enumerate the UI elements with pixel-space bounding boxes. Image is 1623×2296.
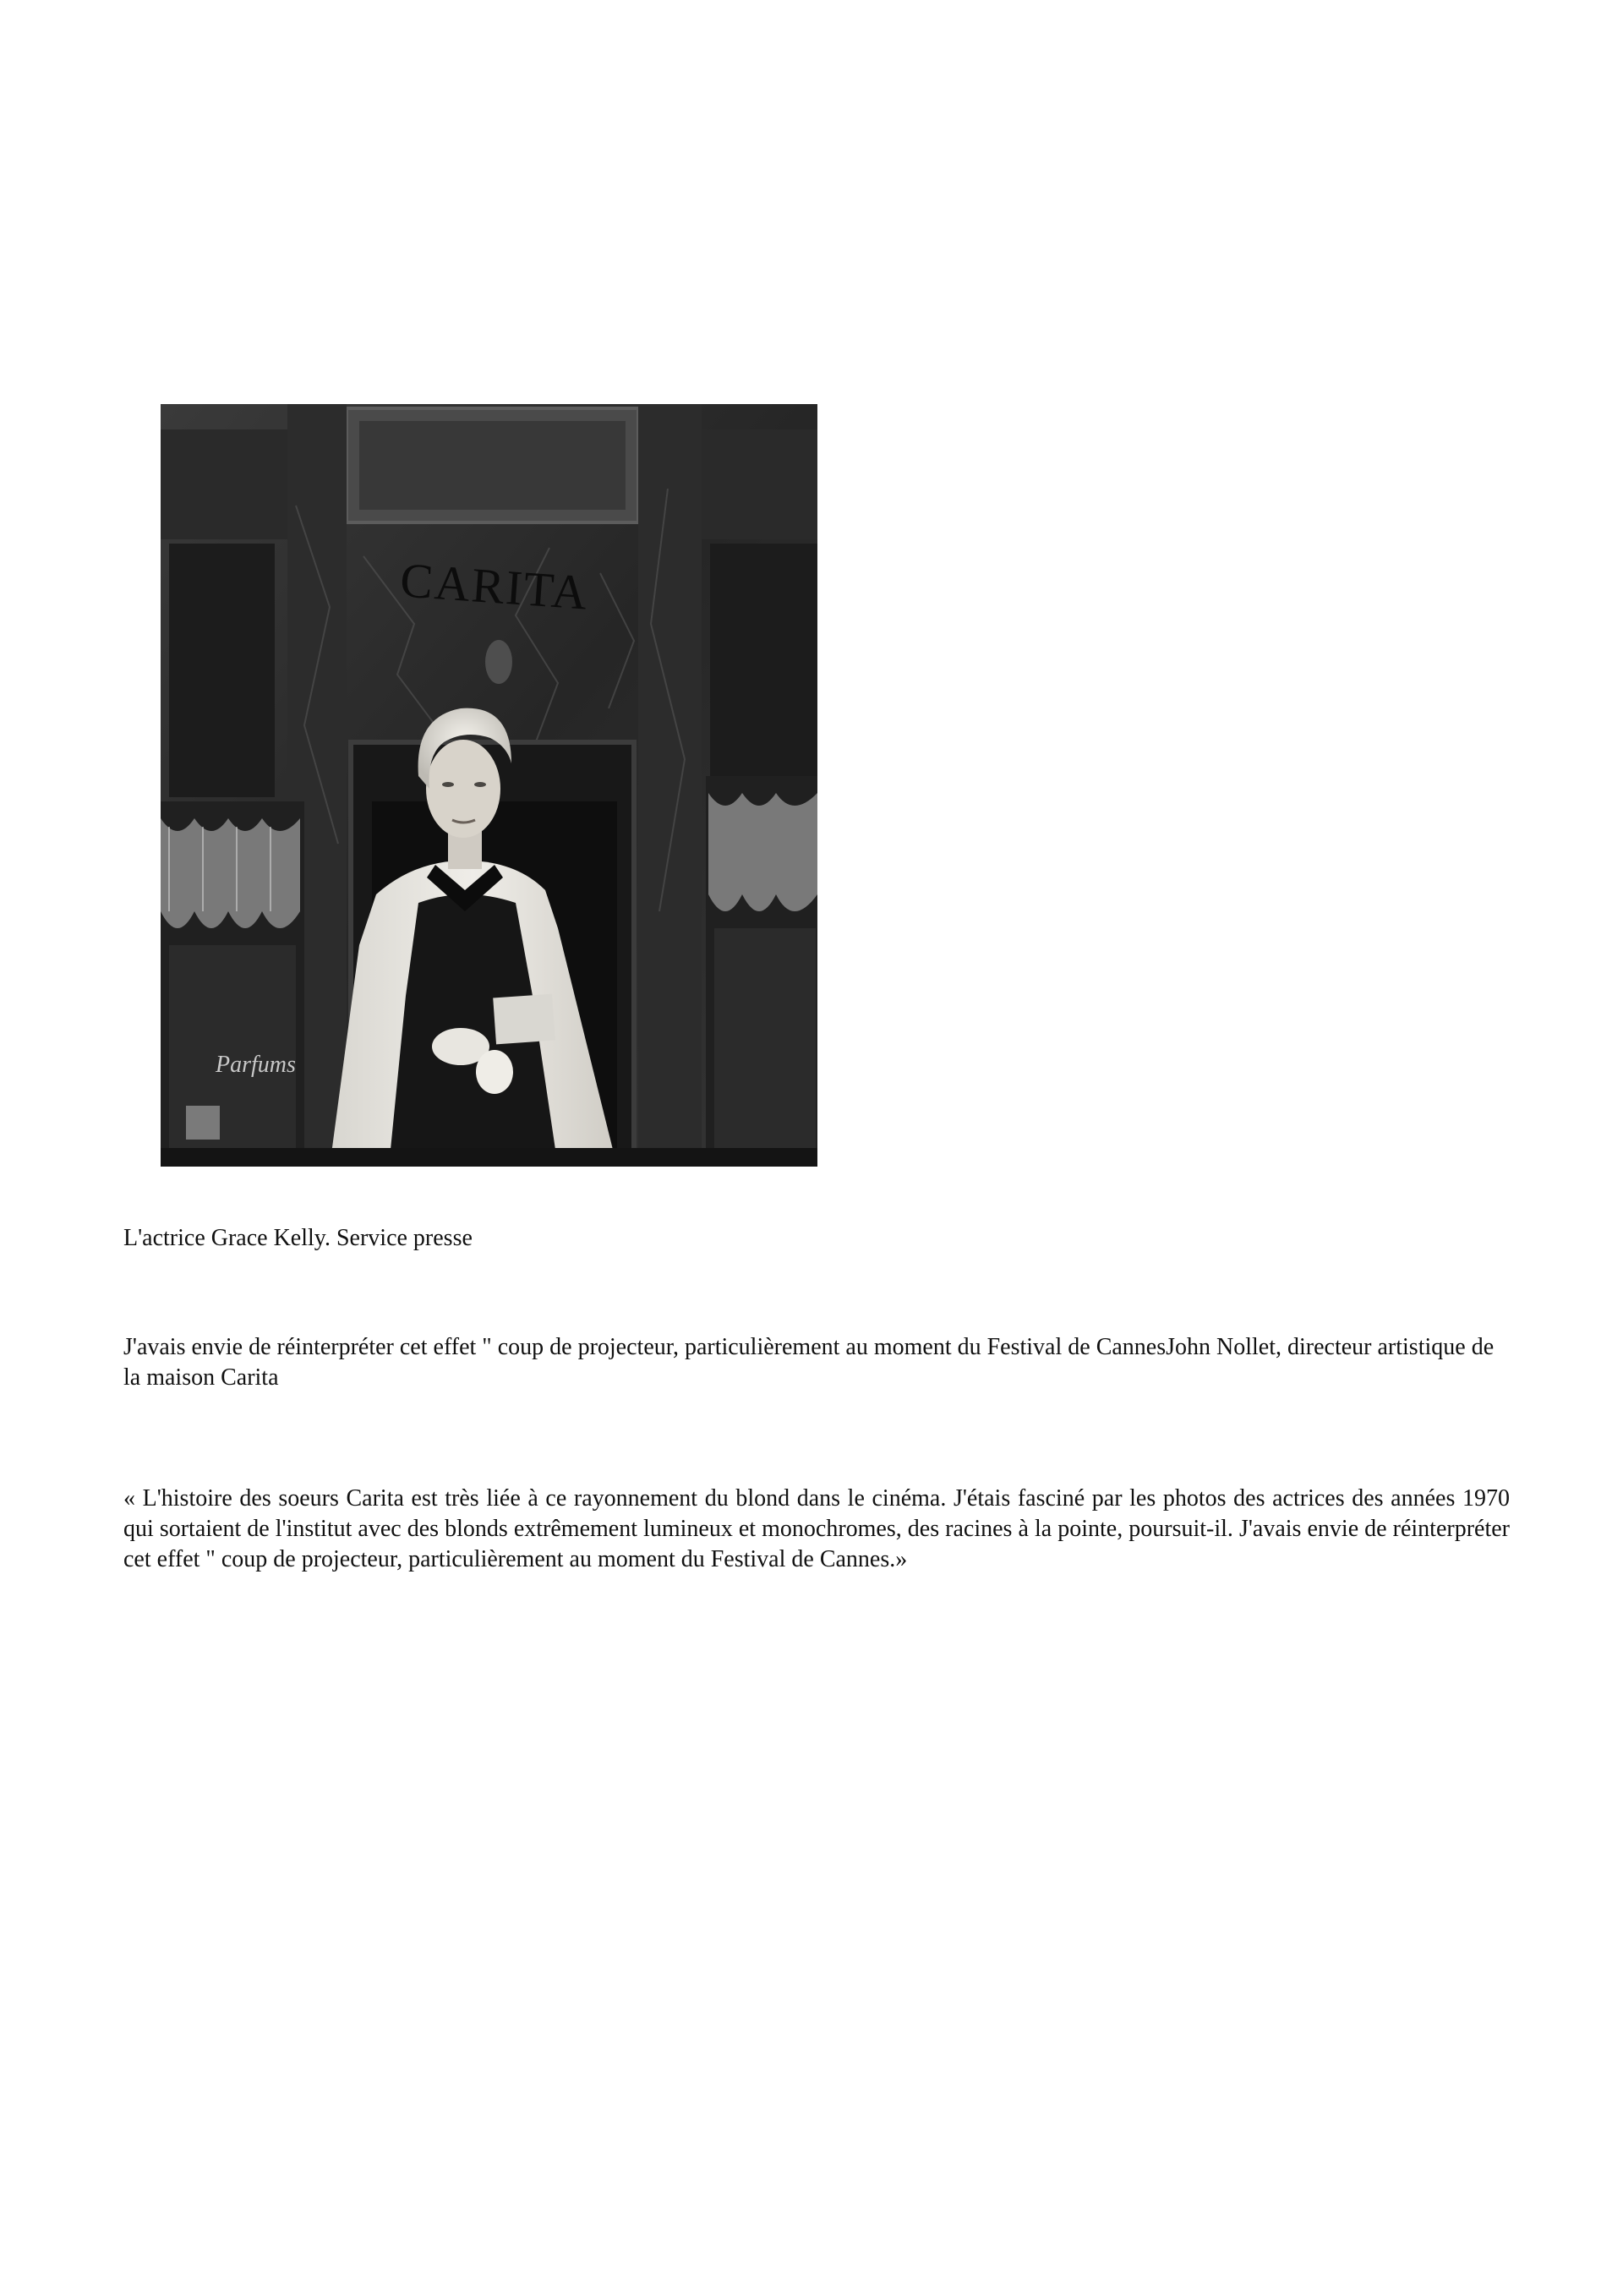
photo-caption: L'actrice Grace Kelly. Service presse <box>123 1225 473 1251</box>
parfums-script-text: Parfums <box>216 1052 296 1078</box>
carita-sign-text: CARITA <box>398 552 591 620</box>
grace-kelly-photo <box>161 404 817 1167</box>
quote-paragraph-short: J'avais envie de réinterpréter cet effet " coup de projecteur, particulièrement au moment du Festival de CannesJohn Nollet, directeur artistique de la maison Carita <box>123 1334 1495 1391</box>
quote-paragraph-long: « L'histoire des soeurs Carita est très liée à ce rayonnement du blond dans le cinéma. J'étais fasciné par les photos des actrices des années 1970 qui sortaient de l'institut avec des blonds extrêmement lumineux et monochromes, des racines à la pointe, poursuit-il. J'avais envie de réinterpréter cet effet " coup de projecteur, particulièrement au moment du Festival de Cannes.» <box>123 1485 1510 1572</box>
